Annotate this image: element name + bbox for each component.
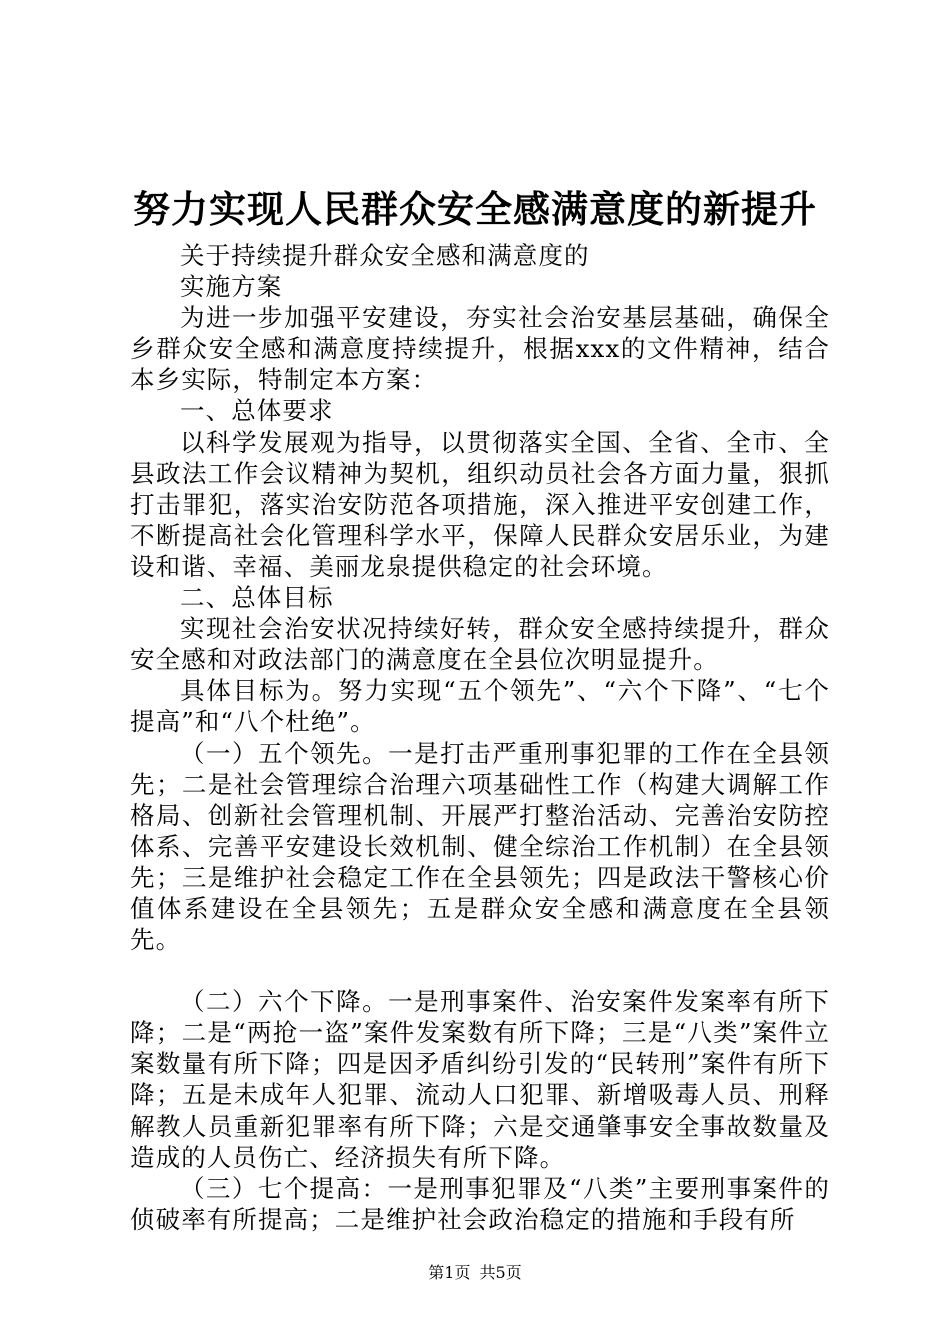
five-leads-paragraph: （一）五个领先。一是打击严重刑事犯罪的工作在全县领先；二是社会管理综合治理六项基础性工作（构建大调解工作格局、创新社会管理机制、开展严打整治活动、完善治安防控体系、完善平安建设长效机制、健全综治工作机制）在全县领先；三是维护社会稳定工作在全县领先；四是政法干警核心价值体系建设在全县领先；五是群众安全感和满意度在全县领先。 xyxy=(130,738,830,955)
page-footer xyxy=(0,1262,950,1284)
specific-goals-paragraph: 具体目标为。努力实现“五个领先”、“六个下降”、“七个提高”和“八个杜绝”。 xyxy=(130,676,830,737)
section-1-paragraph: 以科学发展观为指导，以贯彻落实全国、全省、全市、全县政法工作会议精神为契机，组织动员社会各方面力量，狠抓打击罪犯，落实治安防范各项措施，深入推进平安创建工作，不断提高社会化管理科学水平，保障人民群众安居乐业，为建设和谐、幸福、美丽龙泉提供稳定的社会环境。 xyxy=(130,427,830,581)
section-heading-2: 二、总体目标 xyxy=(180,583,334,613)
seven-improvements-paragraph: （三）七个提高：一是刑事犯罪及“八类”主要刑事案件的侦破率有所提高；二是维护社会政治稳定的措施和手段有所 xyxy=(130,1173,830,1234)
intro-paragraph: 为进一步加强平安建设，夯实社会治安基层基础，确保全乡群众安全感和满意度持续提升，根据xxx的文件精神，结合本乡实际，特制定本方案： xyxy=(130,303,830,395)
section-heading-1: 一、总体要求 xyxy=(180,396,334,426)
document-title: 努力实现人民群众安全感满意度的新提升 xyxy=(133,188,817,231)
section-2-paragraph: 实现社会治安状况持续好转，群众安全感持续提升，群众安全感和对政法部门的满意度在全县位次明显提升。 xyxy=(130,614,830,675)
page-number: 第1页 xyxy=(428,1263,471,1282)
six-decreases-paragraph: （二）六个下降。一是刑事案件、治安案件发案率有所下降；二是“两抢一盗”案件发案数有所下降；三是“八类”案件立案数量有所下降；四是因矛盾纠纷引发的“民转刑”案件有所下降；五是未成年人犯罪、流动人口犯罪、新增吸毒人员、刑释解教人员重新犯罪率有所下降；六是交通肇事安全事故数量及造成的人员伤亡、经济损失有所下降。 xyxy=(130,987,830,1172)
subtitle-line-1: 关于持续提升群众安全感和满意度的 xyxy=(180,241,590,270)
subtitle-line-2: 实施方案 xyxy=(180,272,283,302)
document-body xyxy=(130,240,830,1235)
page-total: 共5页 xyxy=(479,1263,522,1282)
